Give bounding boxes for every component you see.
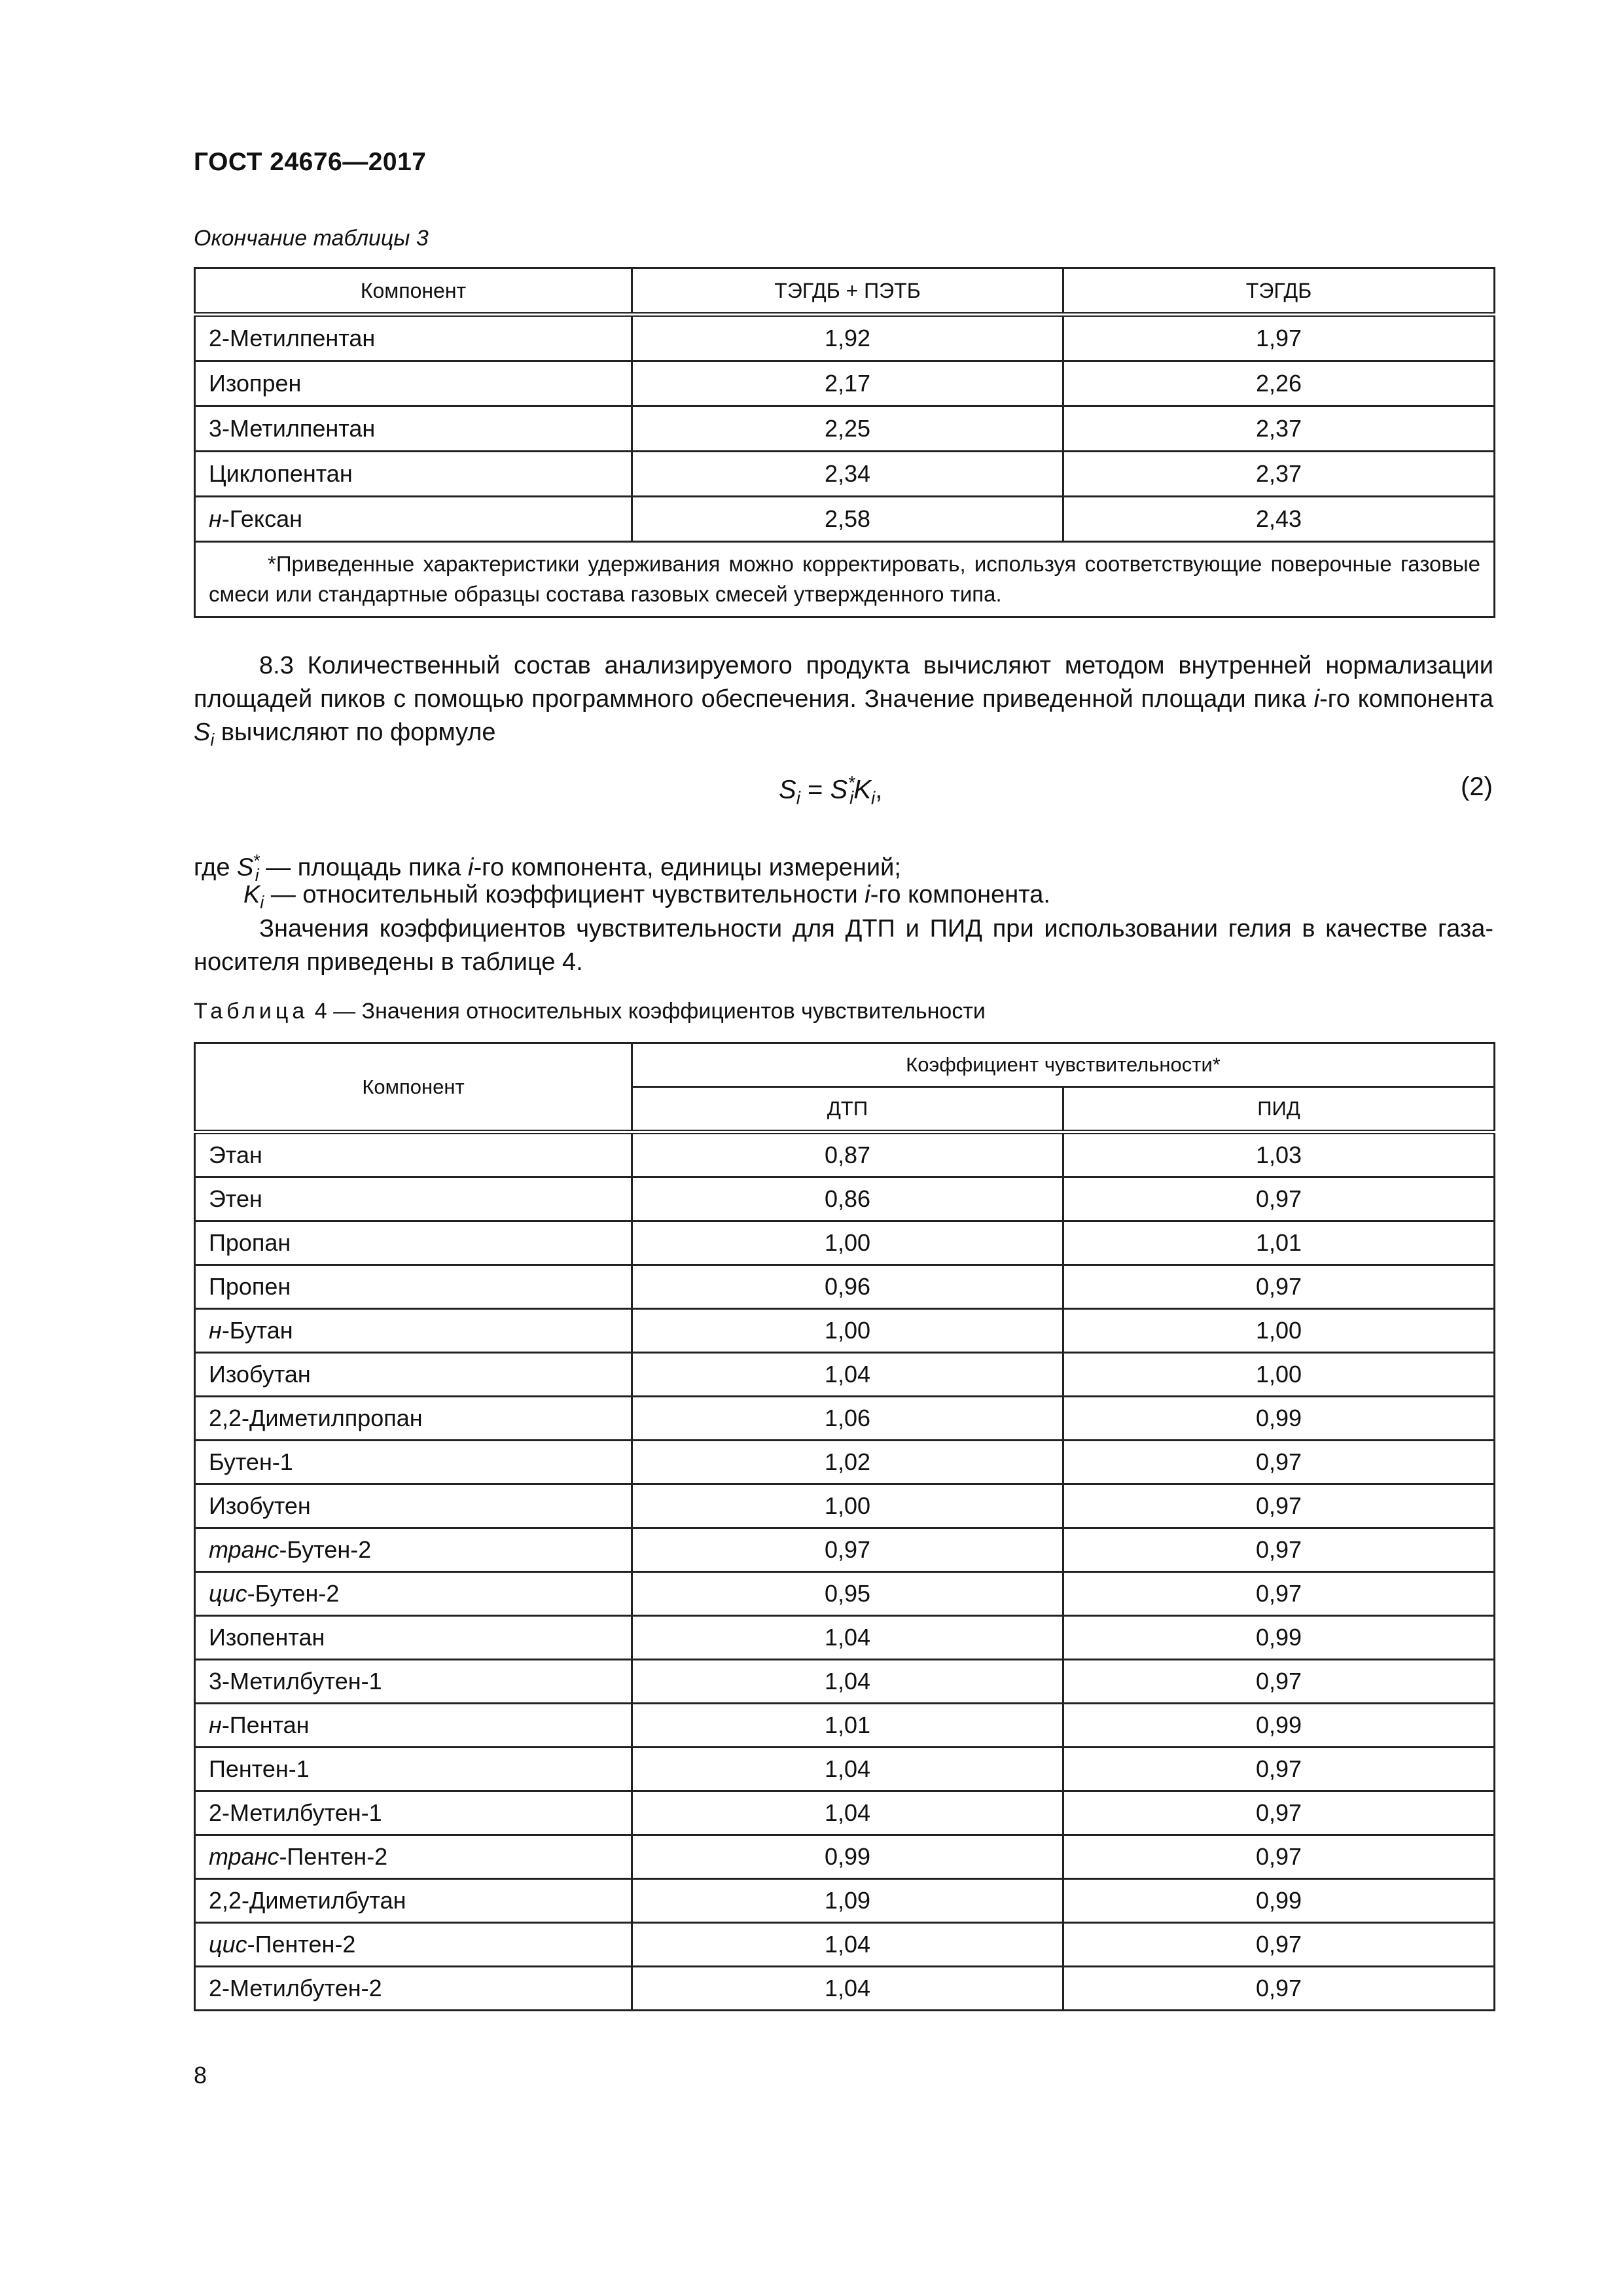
value-dtp: 0,97 xyxy=(632,1528,1063,1572)
value-dtp: 1,04 xyxy=(632,1791,1063,1835)
table4-row xyxy=(195,1923,1495,1967)
value-tegdb-petb: 2,34 xyxy=(632,452,1063,497)
table3-header-component: Компонент xyxy=(195,268,632,315)
component-name-text: 3-Метилпентан xyxy=(209,415,376,442)
value-tegdb-petb: 2,58 xyxy=(632,497,1063,542)
value-pid: 0,97 xyxy=(1063,1572,1495,1616)
document-header: ГОСТ 24676—2017 xyxy=(194,148,427,176)
component-name xyxy=(195,1353,632,1397)
table3-row xyxy=(195,361,1495,406)
where-1-star: * xyxy=(253,851,260,870)
component-name-text: Этен xyxy=(209,1185,262,1212)
value-tegdb: 2,26 xyxy=(1063,361,1495,406)
table3-row xyxy=(195,497,1495,542)
value-dtp: 1,01 xyxy=(632,1704,1063,1748)
table4-caption-text: 4 — Значения относительных коэффициентов чувствительности xyxy=(308,999,986,1024)
formula-number: (2) xyxy=(1461,772,1493,801)
table4-caption xyxy=(194,999,986,1024)
value-pid: 1,03 xyxy=(1063,1132,1495,1177)
table4-row xyxy=(195,1616,1495,1660)
where-2-text: — относительный коэффициент чувствительности xyxy=(264,881,865,908)
table4-row xyxy=(195,1660,1495,1704)
component-name-text: -Пентен-2 xyxy=(279,1843,388,1870)
component-name-text: 2,2-Диметилпропан xyxy=(209,1405,423,1431)
table4-header-dtp: ДТП xyxy=(632,1087,1063,1132)
component-name xyxy=(195,1221,632,1265)
symbol-s-sub: i xyxy=(210,730,215,750)
component-name-text: Изопентан xyxy=(209,1624,325,1651)
component-prefix: н xyxy=(209,505,222,532)
page-number: 8 xyxy=(194,2062,207,2089)
value-dtp: 1,02 xyxy=(632,1441,1063,1484)
component-name-text: -Бутен-2 xyxy=(279,1536,372,1563)
where-2-tail: -го компонента. xyxy=(870,881,1050,908)
component-prefix: н xyxy=(209,1317,222,1344)
table4-row xyxy=(195,1528,1495,1572)
formula-s: S xyxy=(830,775,848,804)
value-tegdb: 2,37 xyxy=(1063,406,1495,452)
component-name xyxy=(195,497,632,542)
table4-row xyxy=(195,1353,1495,1397)
value-tegdb: 2,43 xyxy=(1063,497,1495,542)
component-name-text: 2,2-Диметилбутан xyxy=(209,1887,406,1914)
formula-lhs-sub: i xyxy=(796,787,800,808)
formula-s-sub: i xyxy=(849,787,854,808)
component-name xyxy=(195,1397,632,1441)
value-dtp: 1,09 xyxy=(632,1879,1063,1923)
paragraph-8-3-part-b: -го компонента xyxy=(1319,685,1493,713)
formula-star: * xyxy=(847,772,855,793)
component-name-text: 2-Метилпентан xyxy=(209,325,376,351)
component-name xyxy=(195,1441,632,1484)
value-dtp: 0,99 xyxy=(632,1835,1063,1879)
component-name-text: Пропан xyxy=(209,1229,291,1256)
table3-row xyxy=(195,315,1495,361)
formula-tail: , xyxy=(875,775,883,804)
value-pid: 1,00 xyxy=(1063,1309,1495,1353)
symbol-s: S xyxy=(194,719,211,746)
component-name xyxy=(195,406,632,452)
table4-row xyxy=(195,1879,1495,1923)
value-pid: 0,97 xyxy=(1063,1748,1495,1791)
value-pid: 0,97 xyxy=(1063,1923,1495,1967)
value-dtp: 1,04 xyxy=(632,1923,1063,1967)
value-dtp: 1,04 xyxy=(632,1660,1063,1704)
paragraph-8-3 xyxy=(194,649,1493,757)
component-name-text: -Бутен-2 xyxy=(247,1580,340,1607)
formula-2 xyxy=(779,772,882,808)
component-name-text: Циклопентан xyxy=(209,460,353,487)
component-name xyxy=(195,1791,632,1835)
component-name-text: -Пентан xyxy=(221,1712,310,1738)
component-name-text: Этан xyxy=(209,1141,262,1168)
component-name-text: -Пентен-2 xyxy=(247,1931,356,1958)
where-2-sub: i xyxy=(260,892,264,912)
table4-row xyxy=(195,1441,1495,1484)
table4-row xyxy=(195,1572,1495,1616)
component-name xyxy=(195,1132,632,1177)
value-dtp: 0,96 xyxy=(632,1265,1063,1309)
component-name-text: Изобутан xyxy=(209,1361,311,1388)
component-prefix: транс xyxy=(209,1843,279,1870)
component-name xyxy=(195,1835,632,1879)
component-name xyxy=(195,1923,632,1967)
value-tegdb: 2,37 xyxy=(1063,452,1495,497)
value-tegdb-petb: 2,17 xyxy=(632,361,1063,406)
paragraph-8-3-part-c: вычисляют по формуле xyxy=(214,719,496,746)
value-dtp: 1,04 xyxy=(632,1353,1063,1397)
component-name xyxy=(195,1572,632,1616)
where-1-i: i xyxy=(467,853,474,882)
value-dtp: 0,95 xyxy=(632,1572,1063,1616)
component-name xyxy=(195,1484,632,1528)
component-name-text: Изопрен xyxy=(209,370,302,397)
table4-header-pid: ПИД xyxy=(1063,1087,1495,1132)
table3-header-tegdb: ТЭГДБ xyxy=(1063,268,1495,315)
component-name xyxy=(195,315,632,361)
component-prefix: н xyxy=(209,1712,222,1738)
table4-row xyxy=(195,1967,1495,2011)
table4-header-group: Коэффициент чувствительности* xyxy=(632,1043,1495,1087)
table3-caption: Окончание таблицы 3 xyxy=(194,226,429,251)
value-dtp: 1,04 xyxy=(632,1748,1063,1791)
where-1-sub: i xyxy=(255,865,259,886)
component-prefix: цис xyxy=(209,1931,247,1958)
table3-header-row xyxy=(195,268,1495,315)
component-name xyxy=(195,1879,632,1923)
table3-note-row xyxy=(195,542,1495,617)
formula-eq: = xyxy=(800,775,830,804)
formula-k-sub: i xyxy=(871,787,876,808)
value-pid: 0,97 xyxy=(1063,1177,1495,1221)
where-1-tail: -го компонента, единицы измерений; xyxy=(473,853,901,882)
component-name xyxy=(195,452,632,497)
where-2-i: i xyxy=(865,881,870,908)
component-name xyxy=(195,1265,632,1309)
table4-row xyxy=(195,1484,1495,1528)
formula-k: K xyxy=(853,775,872,804)
table4-row xyxy=(195,1265,1495,1309)
component-name-text: Бутен-1 xyxy=(209,1448,293,1475)
component-name-text: Пропен xyxy=(209,1273,291,1300)
index-i: i xyxy=(1313,685,1320,713)
paragraph-table4-intro: Значения коэффициентов чувствительности для ДТП и ПИД при использовании гелия в качестве газа-носителя приведены в таблице 4. xyxy=(194,915,1493,976)
table4-row xyxy=(195,1704,1495,1748)
component-name xyxy=(195,1967,632,2011)
value-pid: 0,97 xyxy=(1063,1791,1495,1835)
table4-row xyxy=(195,1309,1495,1353)
table4-header-row-1 xyxy=(195,1043,1495,1087)
component-name xyxy=(195,1660,632,1704)
component-prefix: транс xyxy=(209,1536,279,1563)
table4-row xyxy=(195,1748,1495,1791)
value-pid: 0,97 xyxy=(1063,1660,1495,1704)
component-name xyxy=(195,1177,632,1221)
value-dtp: 1,06 xyxy=(632,1397,1063,1441)
table4-header-component: Компонент xyxy=(195,1043,632,1132)
component-name-text: 2-Метилбутен-2 xyxy=(209,1975,382,2001)
component-name xyxy=(195,1748,632,1791)
formula-lhs: S xyxy=(779,775,796,804)
table3-header-tegdb-petb: ТЭГДБ + ПЭТБ xyxy=(632,268,1063,315)
where-lead: где xyxy=(194,853,238,882)
value-pid: 0,99 xyxy=(1063,1616,1495,1660)
value-dtp: 0,87 xyxy=(632,1132,1063,1177)
value-dtp: 1,04 xyxy=(632,1967,1063,2011)
value-tegdb-petb: 1,92 xyxy=(632,315,1063,361)
value-pid: 0,97 xyxy=(1063,1484,1495,1528)
value-pid: 0,97 xyxy=(1063,1441,1495,1484)
table4-caption-label: Таблица xyxy=(194,999,309,1024)
component-name xyxy=(195,1704,632,1748)
table3 xyxy=(194,267,1495,618)
component-name-text: 3-Метилбутен-1 xyxy=(209,1668,382,1695)
table4-row xyxy=(195,1132,1495,1177)
value-dtp: 1,04 xyxy=(632,1616,1063,1660)
where-1-text: — площадь пика xyxy=(259,853,468,882)
value-pid: 0,97 xyxy=(1063,1967,1495,2011)
where-1-symbol: S xyxy=(237,853,254,882)
table4-row xyxy=(195,1221,1495,1265)
component-name xyxy=(195,1528,632,1572)
table4-row xyxy=(195,1791,1495,1835)
value-tegdb-petb: 2,25 xyxy=(632,406,1063,452)
value-dtp: 0,86 xyxy=(632,1177,1063,1221)
value-dtp: 1,00 xyxy=(632,1309,1063,1353)
component-prefix: цис xyxy=(209,1580,247,1607)
table3-note: *Приведенные характеристики удерживания можно корректировать, используя соответствующие поверочные газовые смеси или стандартные образцы состава газовых смесей утвержденного типа. xyxy=(195,542,1495,617)
table4-row xyxy=(195,1177,1495,1221)
value-pid: 0,99 xyxy=(1063,1397,1495,1441)
component-name-text: 2-Метилбутен-1 xyxy=(209,1799,382,1826)
component-name xyxy=(195,361,632,406)
where-2-symbol: K xyxy=(243,881,260,908)
table3-row xyxy=(195,452,1495,497)
component-name-text: Пентен-1 xyxy=(209,1755,310,1782)
component-name xyxy=(195,1309,632,1353)
value-pid: 0,97 xyxy=(1063,1835,1495,1879)
table4-row xyxy=(195,1835,1495,1879)
component-name xyxy=(195,1616,632,1660)
component-name-text: -Гексан xyxy=(221,505,302,532)
component-name-text: Изобутен xyxy=(209,1492,311,1519)
paragraph-8-3-part-a: 8.3 Количественный состав анализируемого продукта вычисляют методом внутренней нормализации площадей пиков с помощью программного обеспечения. Значение приведенной площади пика xyxy=(194,652,1493,713)
value-pid: 0,99 xyxy=(1063,1879,1495,1923)
value-dtp: 1,00 xyxy=(632,1221,1063,1265)
value-dtp: 1,00 xyxy=(632,1484,1063,1528)
value-pid: 0,99 xyxy=(1063,1704,1495,1748)
table4 xyxy=(194,1042,1495,2011)
value-pid: 0,97 xyxy=(1063,1528,1495,1572)
value-tegdb: 1,97 xyxy=(1063,315,1495,361)
value-pid: 1,01 xyxy=(1063,1221,1495,1265)
component-name-text: -Бутан xyxy=(221,1317,293,1344)
table3-row xyxy=(195,406,1495,452)
value-pid: 0,97 xyxy=(1063,1265,1495,1309)
value-pid: 1,00 xyxy=(1063,1353,1495,1397)
table4-row xyxy=(195,1397,1495,1441)
